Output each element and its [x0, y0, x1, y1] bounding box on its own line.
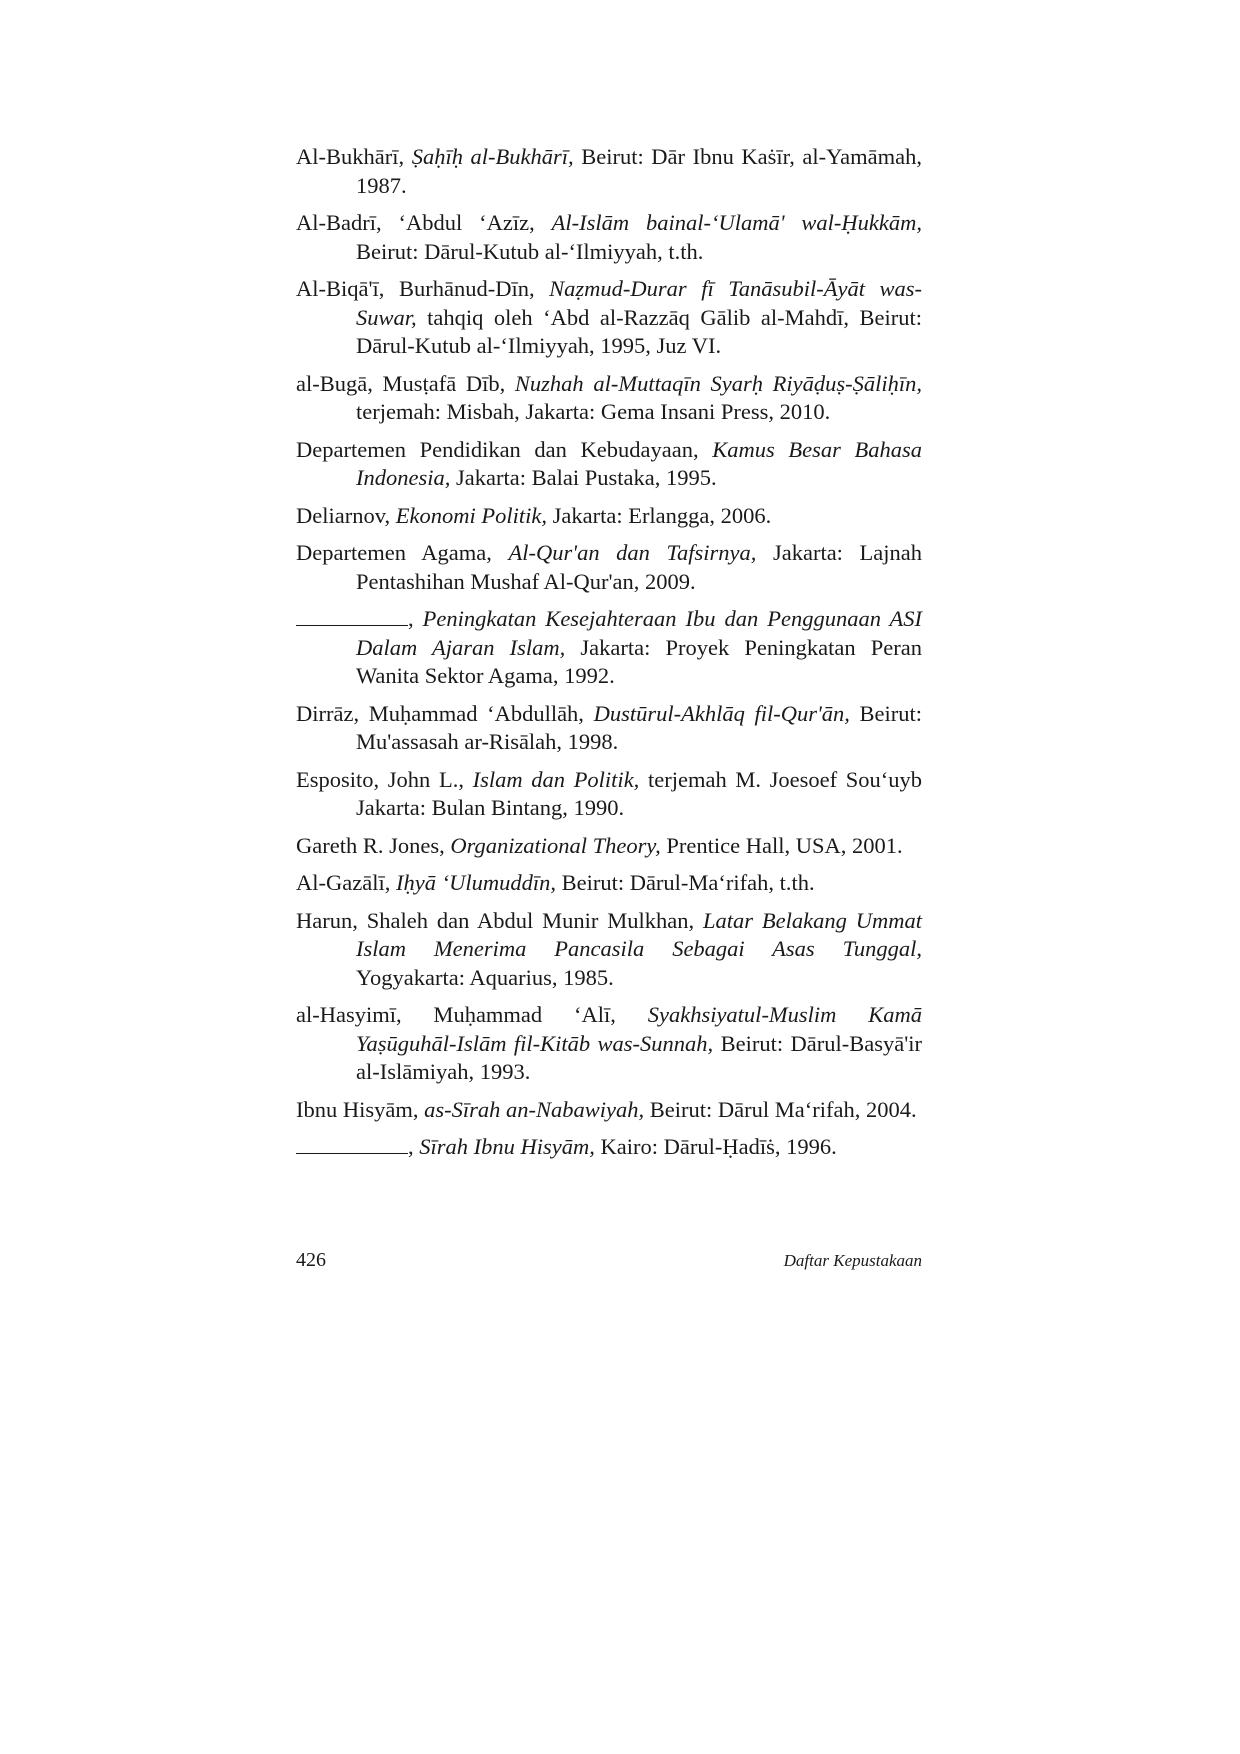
entry-author: Al-Badrī, ‘Abdul ‘Azīz,: [296, 210, 535, 235]
bibliography-entry: [296, 605, 922, 691]
entry-publication: Beirut: Dār Ibnu Kaṡīr, al-Yamāmah, 1987.: [356, 144, 922, 198]
entry-title: Iḥyā ‘Ulumuddīn,: [395, 870, 556, 895]
entry-publication: Jakarta: Lajnah Pentashihan Mushaf Al-Qur'an, 2009.: [356, 540, 923, 594]
bibliography-entry: [296, 1001, 922, 1087]
entry-author: Deliarnov,: [296, 502, 391, 528]
entry-author: Departemen Agama,: [296, 540, 492, 565]
entry-title: Ekonomi Politik,: [395, 502, 547, 528]
entry-title: Ṣaḥīḥ al-Bukhārī,: [411, 144, 574, 169]
bibliography-entry: [296, 1133, 922, 1162]
bibliography-entry: [296, 143, 922, 200]
page-footer: [296, 1249, 922, 1272]
entry-publication: Prentice Hall, USA, 2001.: [666, 832, 903, 858]
entry-title: Syakhsiyatul-Muslim Kamā Yaṣūguhāl-Islām fil-Kitāb was-Sunnah,: [356, 1002, 923, 1056]
entry-publication: Yogyakarta: Aquarius, 1985.: [356, 964, 614, 990]
entry-author: al-Bugā, Musṭafā Dīb,: [296, 370, 506, 396]
ditto-rule: [296, 1135, 408, 1154]
entry-title: Naẓmud-Durar fī Tanāsubil-Āyāt was-Suwar,: [356, 276, 922, 330]
entry-publication: terjemah: Misbah, Jakarta: Gema Insani Press, 2010.: [356, 399, 831, 424]
ditto-rule: [296, 607, 408, 626]
entry-title: Kamus Besar Bahasa Indonesia,: [356, 436, 922, 490]
entry-title: Latar Belakang Ummat Islam Menerima Pancasila Sebagai Asas Tunggal,: [356, 907, 922, 961]
bibliography-page: [296, 143, 922, 1171]
entry-title: Islam dan Politik,: [472, 766, 640, 792]
entry-title: Nuzhah al-Muttaqīn Syarḥ Riyāḍuṣ-Ṣāliḥīn,: [514, 370, 922, 396]
entry-publication: Beirut: Dārul-Basyā'ir al-Islāmiyah, 1993.: [356, 1030, 923, 1084]
entry-publication: Jakarta: Erlangga, 2006.: [552, 502, 772, 528]
entry-author: Al-Biqā'ī, Burhānud-Dīn,: [296, 276, 535, 301]
entry-author: ,: [408, 606, 414, 631]
bibliography-entry: [296, 209, 922, 266]
page-number: 426: [296, 1249, 326, 1271]
entry-author: Al-Bukhārī,: [296, 144, 405, 169]
entry-publication: Beirut: Dārul Ma‘rifah, 2004.: [649, 1096, 917, 1122]
entry-publication: Jakarta: Proyek Peningkatan Peran Wanita Sektor Agama, 1992.: [356, 634, 923, 688]
entry-author: Harun, Shaleh dan Abdul Munir Mulkhan,: [296, 907, 695, 933]
bibliography-entry: [296, 275, 922, 361]
entry-author: ,: [408, 1134, 414, 1159]
bibliography-entry: [296, 436, 922, 493]
entry-title: as-Sīrah an-Nabawiyah,: [424, 1096, 645, 1122]
bibliography-entry: [296, 502, 922, 531]
entry-author: al-Hasyimī, Muḥammad ‘Alī,: [296, 1002, 616, 1027]
bibliography-entry: [296, 907, 922, 993]
entry-title: Peningkatan Kesejahteraan Ibu dan Penggunaan ASI Dalam Ajaran Islam,: [356, 606, 922, 660]
entry-title: Dustūrul-Akhlāq fil-Qur'ān,: [593, 700, 850, 726]
bibliography-entry: [296, 539, 922, 596]
entry-author: Esposito, John L.,: [296, 766, 464, 792]
entry-author: Dirrāz, Muḥammad ‘Abdullāh,: [296, 700, 584, 726]
bibliography-entry: [296, 700, 922, 757]
entry-title: Sīrah Ibnu Hisyām,: [419, 1134, 595, 1159]
entry-author: Departemen Pendidikan dan Kebudayaan,: [296, 436, 699, 462]
entry-author: Ibnu Hisyām,: [296, 1096, 419, 1122]
entry-publication: Kairo: Dārul-Ḥadīṡ, 1996.: [600, 1134, 837, 1159]
bibliography-entry: [296, 869, 922, 898]
entry-author: Gareth R. Jones,: [296, 832, 445, 858]
entry-publication: Beirut: Mu'assasah ar-Risālah, 1998.: [356, 700, 923, 754]
entry-title: Organizational Theory,: [450, 832, 661, 858]
entry-publication: Beirut: Dārul-Kutub al-‘Ilmiyyah, t.th.: [356, 238, 704, 264]
entry-publication: Beirut: Dārul-Ma‘rifah, t.th.: [561, 870, 815, 895]
running-title: Daftar Kepustakaan: [783, 1251, 922, 1270]
bibliography-entry: [296, 370, 922, 427]
entry-author: Al-Gazālī,: [296, 870, 391, 895]
bibliography-entry: [296, 832, 922, 861]
entry-publication: tahqiq oleh ‘Abd al-Razzāq Gālib al-Mahdī, Beirut: Dārul-Kutub al-‘Ilmiyyah, 1995, Juz VI.: [356, 304, 922, 358]
bibliography-entry: [296, 766, 922, 823]
entry-title: Al-Islām bainal-‘Ulamā' wal-Ḥukkām,: [551, 210, 922, 235]
entry-publication: Jakarta: Balai Pustaka, 1995.: [456, 465, 717, 490]
entry-publication: terjemah M. Joesoef Sou‘uyb Jakarta: Bulan Bintang, 1990.: [356, 766, 923, 820]
entry-title: Al-Qur'an dan Tafsirnya,: [508, 540, 757, 565]
bibliography-entry: [296, 1096, 922, 1125]
